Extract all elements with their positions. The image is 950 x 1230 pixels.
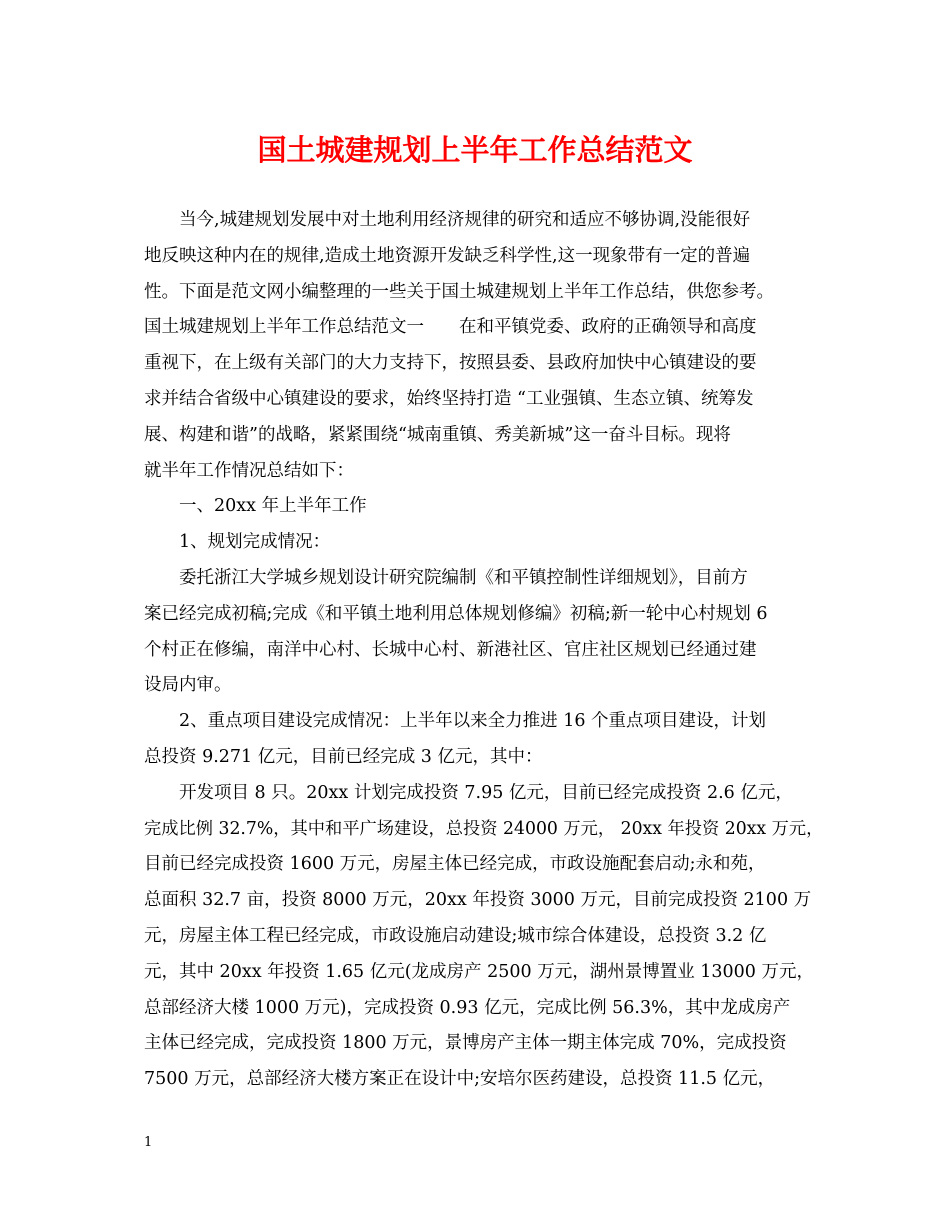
paragraph-line: 元，房屋主体工程已经完成，市政设施启动建设;城市综合体建设，总投资 3.2 亿 — [144, 925, 767, 946]
paragraph-line: 完成比例 32.7%，其中和平广场建设，总投资 24000 万元， 20xx 年投资 20xx 万元， — [144, 818, 824, 839]
paragraph-line: 当今,城建规划发展中对土地利用经济规律的研究和适应不够协调,没能很好 — [179, 210, 751, 230]
paragraph-line: 个村正在修编，南洋中心村、长城中心村、新港社区、官庄社区规划已经通过建 — [144, 639, 757, 660]
paragraph-line: 2、重点项目建设完成情况：上半年以来全力推进 16 个重点项目建设，计划 — [179, 711, 767, 732]
paragraph-line: 1、规划完成情况： — [179, 532, 331, 553]
paragraph-line: 设局内审。 — [144, 675, 232, 696]
paragraph-line: 就半年工作情况总结如下： — [144, 460, 354, 481]
paragraph-line: 案已经完成初稿;完成《和平镇土地利用总体规划修编》初稿;新一轮中心村规划 6 — [144, 603, 768, 624]
paragraph-line: 总面积 32.7 亩，投资 8000 万元，20xx 年投资 3000 万元，目前完成投资 2100 万 — [144, 890, 812, 911]
paragraph-line: 求并结合省级中心镇建设的要求，始终坚持打造 “工业强镇、生态立镇、统筹发 — [144, 388, 754, 409]
paragraph-line: 元，其中 20xx 年投资 1.65 亿元(龙成房产 2500 万元，湖州景博置业 13000 万元， — [144, 961, 815, 982]
paragraph-line: 委托浙江大学城乡规划设计研究院编制《和平镇控制性详细规划》，目前方 — [179, 567, 748, 588]
paragraph-line: 7500 万元，总部经济大楼方案正在设计中;安培尔医药建设，总投资 11.5 亿元， — [144, 1069, 776, 1090]
paragraph-line: 总投资 9.271 亿元，目前已经完成 3 亿元，其中： — [144, 746, 543, 767]
paragraph-line: 展、构建和谐”的战略，紧紧围绕“城南重镇、秀美新城”这一奋斗目标。现将 — [144, 424, 731, 445]
paragraph-line: 总部经济大楼 1000 万元)，完成投资 0.93 亿元，完成比例 56.3%，其中龙成房产 — [144, 997, 791, 1018]
paragraph-line: 开发项目 8 只。20xx 计划完成投资 7.95 亿元，目前已经完成投资 2.6 亿元， — [179, 782, 793, 803]
document-title: 国土城建规划上半年工作总结范文 — [257, 133, 693, 167]
paragraph-line: 一、20xx 年上半年工作 — [179, 496, 367, 517]
page-number: 1 — [144, 1135, 153, 1150]
paragraph-line: 目前已经完成投资 1600 万元，房屋主体已经完成，市政设施配套启动;永和苑， — [144, 854, 766, 875]
paragraph-line: 主体已经完成，完成投资 1800 万元，景博房产主体一期主体完成 70%，完成投资 — [144, 1033, 787, 1054]
document-body — [144, 203, 824, 1098]
paragraph-line: 国土城建规划上半年工作总结范文一 在和平镇党委、政府的正确领导和高度 — [144, 317, 757, 338]
paragraph-line: 性。下面是范文网小编整理的一些关于国土城建规划上半年工作总结，供您参考。 — [144, 281, 774, 302]
paragraph-line: 地反映这种内在的规律,造成土地资源开发缺乏科学性,这一现象带有一定的普遍 — [144, 245, 751, 266]
paragraph-line: 重视下，在上级有关部门的大力支持下，按照县委、县政府加快中心镇建设的要 — [144, 353, 757, 374]
